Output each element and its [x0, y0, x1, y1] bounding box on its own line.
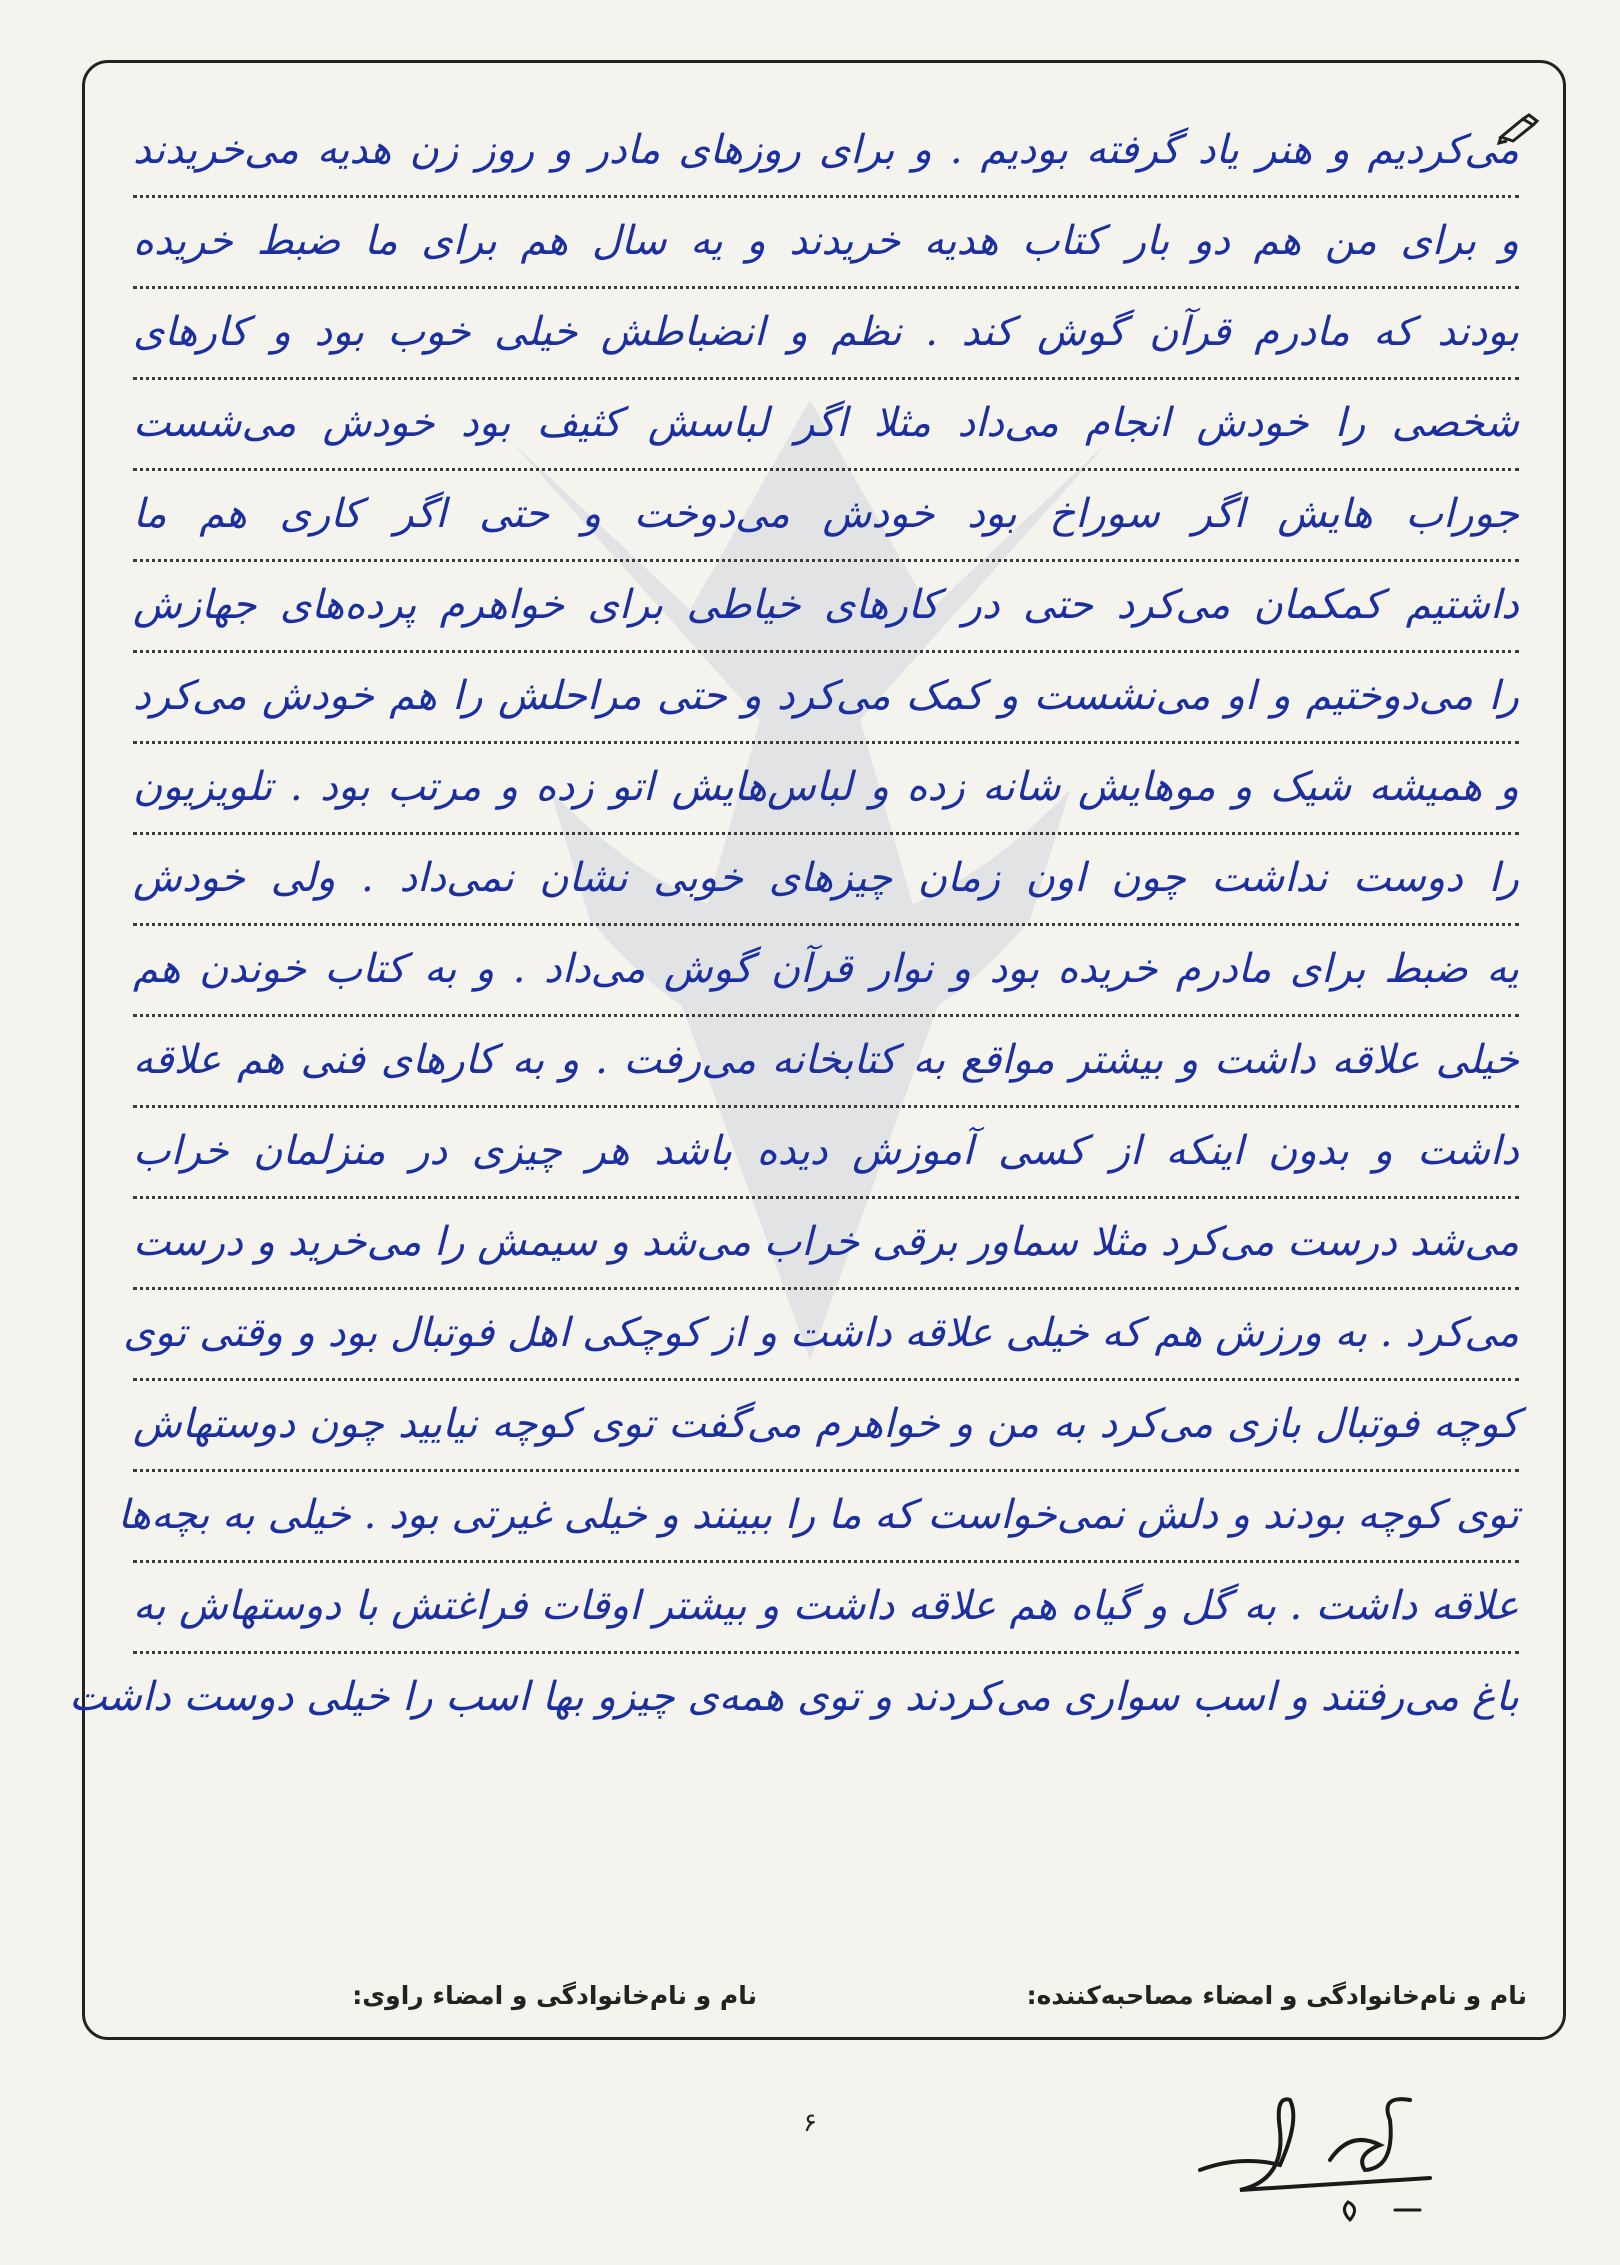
line-text: خیلی علاقه داشت و بیشتر مواقع به کتابخانه می‌رفت . و به کارهای فنی هم علاقه [133, 1037, 1519, 1083]
line-text: و برای من هم دو بار کتاب هدیه خریدند و یه سال هم برای ما ضبط خریده [133, 218, 1519, 264]
handwritten-line [133, 1379, 1519, 1472]
handwritten-line [133, 924, 1519, 1017]
handwritten-line [133, 196, 1519, 289]
handwritten-line [133, 287, 1519, 380]
handwritten-line [69, 1652, 1519, 1742]
line-text: را دوست نداشت چون اون زمان چیزهای خوبی نشان نمی‌داد . ولی خودش [133, 855, 1519, 901]
line-text: بودند که مادرم قرآن گوش کند . نظم و انضباطش خیلی خوب بود و کارهای [133, 309, 1519, 355]
handwritten-line [133, 833, 1519, 926]
page-number: ۶ [803, 2108, 817, 2138]
handwritten-line [133, 560, 1519, 653]
handwritten-line [133, 1197, 1519, 1290]
line-text: علاقه داشت . به گل و گیاه هم علاقه داشت و بیشتر اوقات فراغتش با دوستهاش به [133, 1583, 1519, 1629]
line-text: داشتیم کمکمان می‌کرد حتی در کارهای خیاطی برای خواهرم پرده‌های جهازش [133, 582, 1519, 628]
line-text: باغ می‌رفتند و اسب سواری می‌کردند و توی همه‌ی چیزو بها اسب را خیلی دوست داشت [69, 1674, 1519, 1720]
handwritten-text-lines [69, 63, 1563, 2037]
handwritten-line [133, 1561, 1519, 1654]
lined-writing-frame [69, 60, 1566, 2040]
narrator-signature-label: نام و نام‌خانوادگی و امضاء راوی: [352, 1981, 757, 2010]
handwritten-line [133, 1015, 1519, 1108]
handwritten-line [117, 1470, 1519, 1563]
line-text: و همیشه شیک و موهایش شانه زده و لباس‌هایش اتو زده و مرتب بود . تلویزیون [133, 764, 1519, 810]
handwritten-line [133, 1106, 1519, 1199]
line-text: جوراب هایش اگر سوراخ بود خودش می‌دوخت و حتی اگر کاری هم ما [133, 491, 1519, 537]
line-text: می‌شد درست می‌کرد مثلا سماور برقی خراب می‌شد و سیمش را می‌خرید و درست [133, 1219, 1519, 1265]
handwritten-line [133, 105, 1519, 198]
handwritten-line [133, 378, 1519, 471]
line-text: توی کوچه بودند و دلش نمی‌خواست که ما را ببینند و خیلی غیرتی بود . خیلی به بچه‌ها [117, 1492, 1519, 1538]
line-text: داشت و بدون اینکه از کسی آموزش دیده باشد هر چیزی در منزلمان خراب [133, 1128, 1519, 1174]
line-text: می‌کرد . به ورزش هم که خیلی علاقه داشت و از کوچکی اهل فوتبال بود و وقتی توی [123, 1310, 1519, 1356]
line-text: را می‌دوختیم و او می‌نشست و کمک می‌کرد و حتی مراحلش را هم خودش می‌کرد [133, 673, 1519, 719]
line-text: شخصی را خودش انجام می‌داد مثلا اگر لباسش کثیف بود خودش می‌شست [133, 400, 1519, 446]
line-text: یه ضبط برای مادرم خریده بود و نوار قرآن گوش می‌داد . و به کتاب خوندن هم [133, 946, 1519, 992]
line-text: می‌کردیم و هنر یاد گرفته بودیم . و برای روزهای مادر و روز زن هدیه می‌خریدند [133, 127, 1519, 173]
handwritten-line [133, 742, 1519, 835]
handwritten-signature [1180, 2060, 1480, 2260]
line-text: کوچه فوتبال بازی می‌کرد به من و خواهرم می‌گفت توی کوچه نیایید چون دوستهاش [133, 1401, 1519, 1447]
interviewer-signature-label: نام و نام‌خانوادگی و امضاء مصاحبه‌کننده: [1026, 1981, 1527, 2010]
handwritten-line [133, 469, 1519, 562]
signature-footer [125, 1973, 1527, 2023]
handwritten-line [133, 651, 1519, 744]
handwritten-line [123, 1288, 1519, 1381]
